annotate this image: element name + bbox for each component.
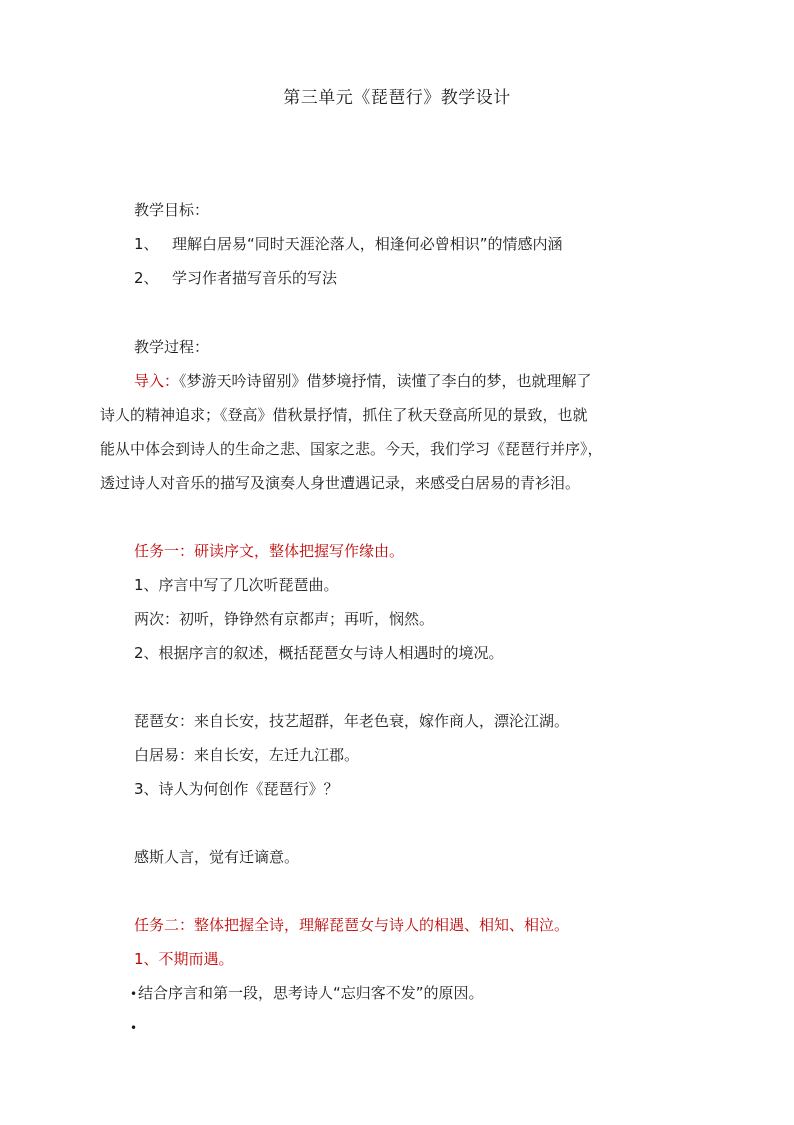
- task1-question-1: 1、序言中写了几次听琵琶曲。: [134, 576, 339, 594]
- bullet-icon: •: [130, 987, 138, 1001]
- task1-answer-2a: 琵琶女：来自长安，技艺超群，年老色衰，嫁作商人，漂沦江湖。: [134, 712, 570, 730]
- task1-answer-3: 感斯人言，觉有迁谪意。: [134, 848, 300, 866]
- objectives-heading: 教学目标：: [134, 201, 210, 219]
- process-heading: 教学过程：: [134, 338, 210, 356]
- task1-answer-1: 两次：初听，铮铮然有京都声；再听，悯然。: [134, 610, 435, 628]
- bullet-item: [130, 983, 484, 1004]
- page-title: 第三单元《琵琶行》教学设计: [283, 88, 511, 108]
- bullet-text: 结合序言和第一段，思考诗人“忘归客不发”的原因。: [138, 984, 484, 1002]
- objective-number: 2、: [134, 269, 159, 287]
- bullet-item: [130, 1017, 138, 1038]
- intro-line: [134, 371, 592, 391]
- bullet-icon: •: [130, 1021, 138, 1035]
- intro-line: 能从中体会到诗人的生命之悲、国家之悲。今天，我们学习《琵琶行并序》，: [100, 440, 603, 458]
- task1-question-3: 3、诗人为何创作《琵琶行》？: [134, 780, 339, 798]
- objective-text: 理解白居易“同时天涯沦落人，相逢何必曾相识”的情感内涵: [172, 235, 563, 253]
- task1-question-2: 2、根据序言的叙述，概括琵琶女与诗人相遇时的境况。: [134, 644, 504, 662]
- intro-line: 诗人的精神追求；《登高》借秋景抒情，抓住了秋天登高所见的景致，也就: [100, 406, 588, 424]
- task2-subheading: 1、不期而遇。: [134, 950, 234, 968]
- intro-line: 透过诗人对音乐的描写及演奏人身世遭遇记录，来感受白居易的青衫泪。: [100, 474, 581, 492]
- intro-label: 导入：: [134, 372, 180, 390]
- objective-item: [134, 234, 563, 254]
- intro-text: 《梦游天吟诗留别》借梦境抒情，读懂了李白的梦，也就理解了: [179, 372, 592, 390]
- objective-text: 学习作者描写音乐的写法: [172, 269, 338, 287]
- objective-item: [134, 268, 337, 288]
- task2-heading: 任务二：整体把握全诗，理解琵琶女与诗人的相遇、相知、相泣。: [134, 916, 570, 934]
- task1-heading: 任务一：研读序文，整体把握写作缘由。: [134, 542, 405, 560]
- objective-number: 1、: [134, 235, 159, 253]
- task1-answer-2b: 白居易：来自长安，左迁九江郡。: [134, 746, 360, 764]
